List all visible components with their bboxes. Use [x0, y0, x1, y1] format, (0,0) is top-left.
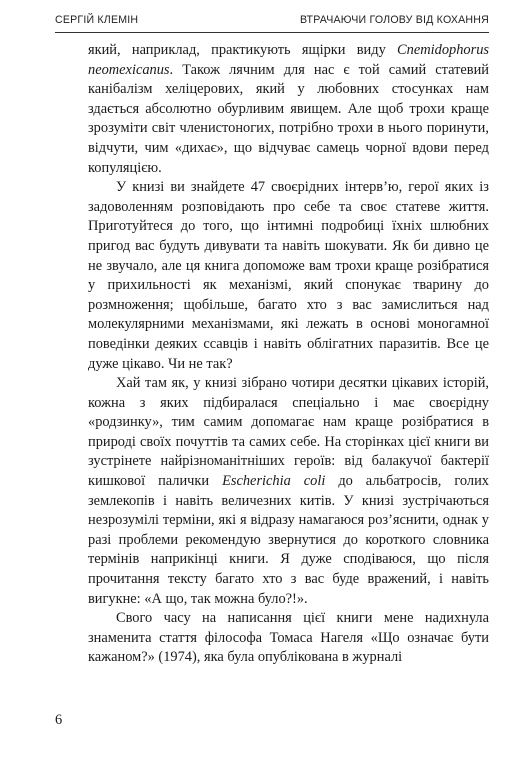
paragraph	[88, 609, 489, 668]
page-number: 6	[55, 712, 63, 728]
text-span: який, наприклад, практикують ящірки виду	[88, 42, 398, 58]
paragraph	[88, 374, 489, 609]
header-book-title: ВТРАЧАЮЧИ ГОЛОВУ ВІД КОХАННЯ	[300, 14, 489, 26]
paragraph	[88, 41, 489, 178]
species-name: Cnemidophorus neomexicanus	[88, 42, 489, 78]
text-span: У книзі ви знайдете 47 своєрідних інтерв’ю, герої яких із задоволенням розповідають про себе та своє статеве життя. Приготуйтеся до того, що інтимні подробиці їхніх шлюбних пригод вас будуть дивувати та навіть шокувати. Як би дивно це не звучало, але ця книга допоможе вам трохи краще розібратися у прихильності як механізмі, який спонукає тварину до розмноження; щобільше, багато хто з вас замислиться над молекулярними механізмами, які лежать в основі моногамної поведінки деяких ссавців і навіть облігатних паразитів. Все це дуже цікаво. Чи не так?	[88, 179, 489, 372]
header-rule	[55, 32, 489, 33]
text-span: до альбатросів, голих землекопів і навіть величезних китів. У книзі зустрічаються незрозумілі терміни, які я відразу намагаюся роз’яснити, однак у разі проблеми рекомендую звернутися до короткого словника термінів наприкінці книги. Я дуже сподіваюся, що після прочитання тексту багато хто з вас буде вражений, і навіть вигукне: «А що, так можна було?!».	[88, 473, 489, 607]
paragraph	[88, 178, 489, 374]
species-name: Escherichia coli	[222, 473, 326, 490]
header-author: СЕРГІЙ КЛЕМІН	[55, 14, 139, 26]
text-span: Хай там як, у книзі зібрано чотири десятки цікавих історій, кожна з яких підбиралася спеціально і має своєрідну «родзинку», тим самим допомагає нам краще розібратися в природі своїх почуттів та самих себе. На сторінках цієї книги ви зустрінете найрізноманітніших героїв: від балакучої бактерії кишкової палички	[88, 375, 489, 490]
text-span: . Також лячним для нас є той самий статевий канібалізм хеліцерових, який у любовних стосунках нам здається абсолютно обурливим явищем. Але щоб трохи краще зрозуміти світ членистоногих, потрібно трохи в нього поринути, відчути, чим «дихає», що відчуває самець чорної вдови перед копуляцією.	[88, 61, 489, 176]
running-header	[55, 14, 489, 26]
text-span: Свого часу на написання цієї книги мене надихнула знаменита стаття філософа Томаса Нагеля «Що означає бути кажаном?» (1974), яка була опублікована в журналі	[88, 610, 489, 666]
page-body	[88, 41, 489, 668]
